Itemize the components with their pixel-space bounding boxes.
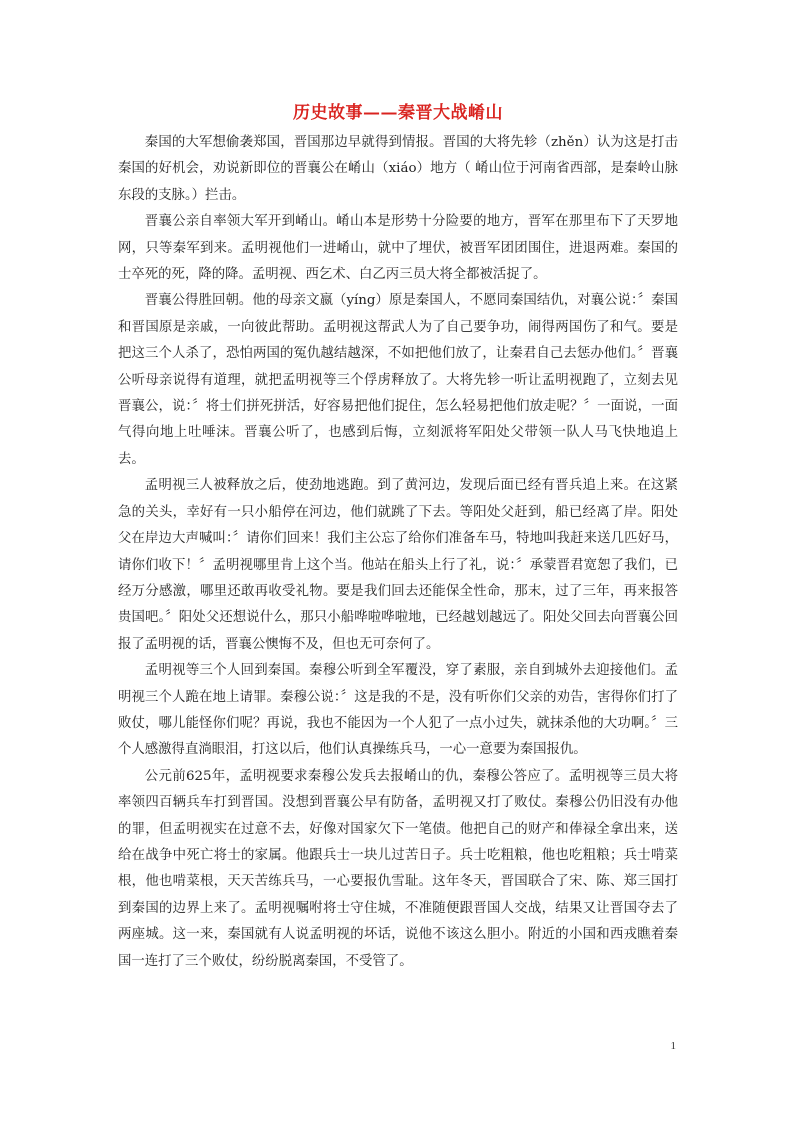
page-number: 1 — [670, 1040, 676, 1052]
paragraph-3: 晋襄公得胜回朝。他的母亲文嬴（yíng）原是秦国人，不愿同秦国结仇，对襄公说：〞秦国和晋国原是亲戚，一向彼此帮助。孟明视这帮武人为了自己要争功，闹得两国伤了和气。要是把这三个人杀了，恐怕两国的冤仇越结越深，不如把他们放了，让秦君自己去惩办他们。〞晋襄公听母亲说得有道理，就把孟明视等三个俘虏释放了。大将先轸一听让孟明视跑了，立刻去见晋襄公，说：〞将士们拼死拼活，好容易把他们捉住，怎么轻易把他们放走呢？〞一面说，一面气得向地上吐唾沫。晋襄公听了，也感到后悔，立刻派将军阳处父带领一队人马飞快地追上去。 — [118, 293, 678, 467]
document-title: 历史故事——秦晋大战崤山 — [293, 103, 503, 123]
paragraph-1: 秦国的大军想偷袭郑国，晋国那边早就得到情报。晋国的大将先轸（zhěn）认为这是打击秦国的好机会，劝说新即位的晋襄公在崤山（xiáo）地方（ 崤山位于河南省西部，是秦岭山脉东段的支脉。）拦击。 — [118, 135, 678, 203]
document-page — [118, 100, 678, 975]
paragraph-2: 晋襄公亲自率领大军开到崤山。崤山本是形势十分险要的地方，晋军在那里布下了天罗地网，只等秦军到来。孟明视他们一进崤山，就中了埋伏，被晋军团团围住，进退两难。秦国的士卒死的死，降的降。孟明视、西乞术、白乙丙三员大将全都被活捉了。 — [118, 214, 678, 283]
paragraph-6: 公元前625年，孟明视要求秦穆公发兵去报崤山的仇，秦穆公答应了。孟明视等三员大将率领四百辆兵车打到晋国。没想到晋襄公早有防备，孟明视又打了败仗。秦穆公仍旧没有办他的罪，但孟明视实在过意不去，好像对国家欠下一笔债。他把自己的财产和俸禄全拿出来，送给在战争中死亡将士的家属。他跟兵士一块儿过苦日子。兵士吃粗粮，他也吃粗粮；兵士啃菜根，他也啃菜根，天天苦练兵马，一心要报仇雪耻。这年冬天，晋国联合了宋、陈、郑三国打到秦国的边界上来了。孟明视嘱咐将士守住城，不准随便跟晋国人交战，结果又让晋国夺去了两座城。这一来，秦国就有人说孟明视的坏话，说他不该这么胆小。附近的小国和西戎瞧着秦国一连打了三个败仗，纷纷脱离秦国，不受管了。 — [118, 768, 678, 969]
paragraph-4: 孟明视三人被释放之后，使劲地逃跑。到了黄河边，发现后面已经有晋兵追上来。在这紧急的关头，幸好有一只小船停在河边，他们就跳了下去。等阳处父赶到，船已经离了岸。阳处父在岸边大声喊叫：〞请你们回来！我们主公忘了给你们准备车马，特地叫我赶来送几匹好马，请你们收下！〞孟明视哪里肯上这个当。他站在船头上行了礼，说：〞承蒙晋君宽恕了我们，已经万分感激，哪里还敢再收受礼物。要是我们回去还能保全性命，那末，过了三年，再来报答贵国吧。〞阳处父还想说什么，那只小船哗啦哗啦地，已经越划越远了。阳处父回去向晋襄公回报了孟明视的话，晋襄公懊悔不及，但也无可奈何了。 — [118, 478, 678, 652]
paragraph-5: 孟明视等三个人回到秦国。秦穆公听到全军覆没，穿了素服，亲自到城外去迎接他们。孟明视三个人跪在地上请罪。秦穆公说：〞这是我的不是，没有听你们父亲的劝告，害得你们打了败仗，哪儿能怪你们呢？再说，我也不能因为一个人犯了一点小过失，就抹杀他的大功啊。〞三个人感激得直淌眼泪，打这以后，他们认真操练兵马，一心一意要为秦国报仇。 — [118, 663, 678, 758]
